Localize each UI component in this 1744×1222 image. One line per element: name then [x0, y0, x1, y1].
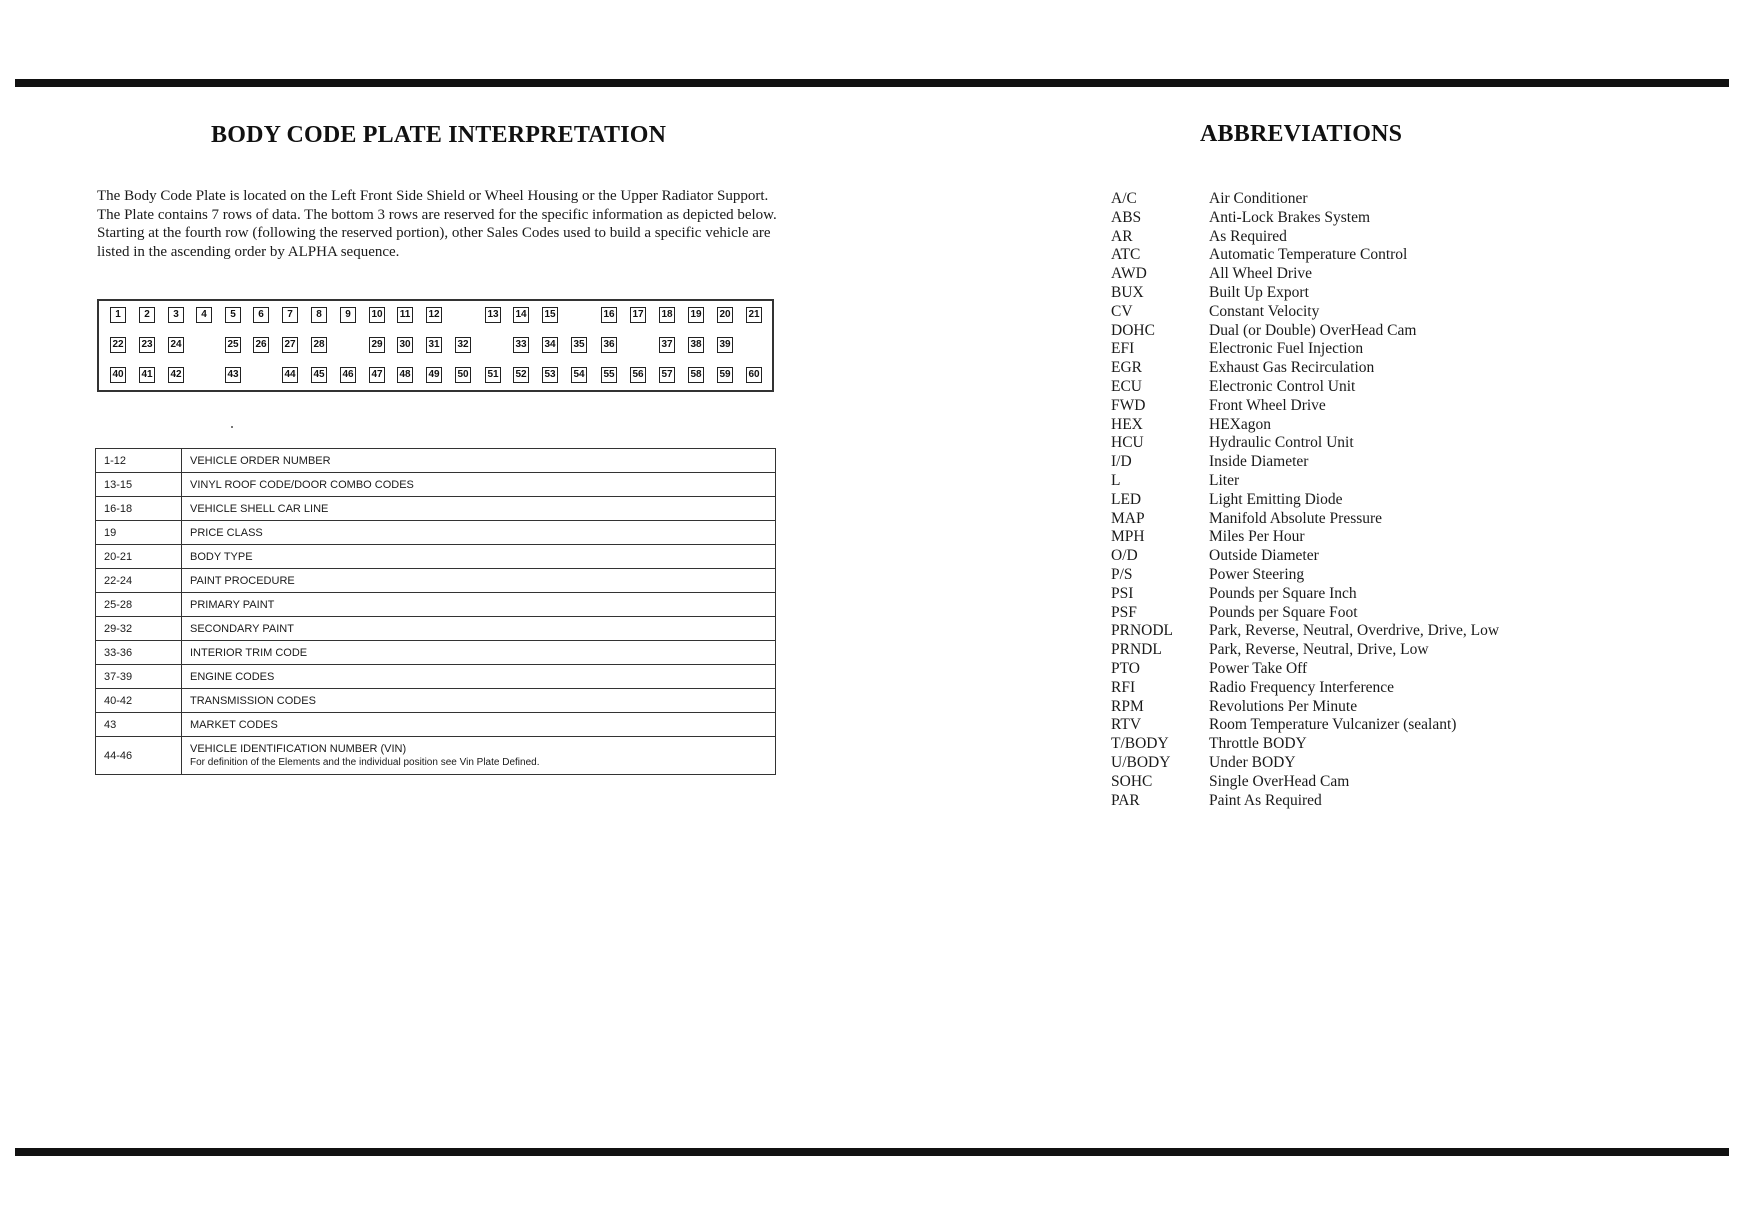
abbreviation-definition: Manifold Absolute Pressure: [1209, 509, 1383, 527]
code-label: VEHICLE SHELL CAR LINE: [190, 502, 329, 515]
abbreviation-item: [1111, 265, 1499, 284]
abbreviation-code: PRNDL: [1111, 641, 1162, 659]
abbreviation-code: EFI: [1111, 340, 1135, 358]
abbreviation-code: BUX: [1111, 283, 1144, 301]
abbreviation-item: [1111, 716, 1499, 735]
abbreviation-definition: Room Temperature Vulcanizer (sealant): [1209, 716, 1457, 734]
stray-mark: [231, 426, 233, 428]
code-range: 29-32: [96, 617, 182, 641]
abbreviation-code: MPH: [1111, 528, 1145, 546]
abbreviation-item: [1111, 416, 1499, 435]
plate-position-box: 4: [196, 307, 212, 323]
code-range: 13-15: [96, 473, 182, 497]
code-label: PRICE CLASS: [190, 526, 263, 539]
plate-position-box: 17: [630, 307, 646, 323]
plate-position-box: 19: [688, 307, 704, 323]
abbreviation-definition: Dual (or Double) OverHead Cam: [1209, 321, 1417, 339]
plate-position-box: 58: [688, 367, 704, 383]
abbreviation-item: [1111, 209, 1499, 228]
abbreviation-code: PAR: [1111, 791, 1140, 809]
abbreviation-definition: Park, Reverse, Neutral, Drive, Low: [1209, 641, 1429, 659]
plate-position-box: 1: [110, 307, 126, 323]
code-table-row: [96, 473, 776, 497]
abbreviation-code: P/S: [1111, 565, 1133, 583]
abbreviation-code: ATC: [1111, 246, 1141, 264]
plate-position-box: 14: [513, 307, 529, 323]
abbreviation-code: AR: [1111, 227, 1133, 245]
abbreviation-code: T/BODY: [1111, 735, 1169, 753]
abbreviation-definition: Liter: [1209, 471, 1240, 489]
code-label: PRIMARY PAINT: [190, 598, 275, 611]
abbreviation-definition: Light Emitting Diode: [1209, 490, 1343, 508]
code-label: BODY TYPE: [190, 550, 253, 563]
plate-position-box: 48: [397, 367, 413, 383]
abbreviation-item: [1111, 322, 1499, 341]
abbreviation-item: [1111, 491, 1499, 510]
abbreviation-definition: Front Wheel Drive: [1209, 396, 1326, 414]
code-label: PAINT PROCEDURE: [190, 574, 295, 587]
abbreviation-definition: Throttle BODY: [1209, 735, 1307, 753]
code-description: [182, 713, 776, 737]
abbreviation-item: [1111, 792, 1499, 811]
plate-position-box: 26: [253, 337, 269, 353]
code-table-row: [96, 641, 776, 665]
abbreviation-definition: Constant Velocity: [1209, 302, 1320, 320]
code-label: SECONDARY PAINT: [190, 622, 294, 635]
code-description: [182, 497, 776, 521]
plate-position-box: 6: [253, 307, 269, 323]
code-table-row: [96, 569, 776, 593]
plate-position-box: 35: [571, 337, 587, 353]
code-range: 20-21: [96, 545, 182, 569]
plate-position-box: 55: [601, 367, 617, 383]
abbreviation-item: [1111, 228, 1499, 247]
abbreviation-definition: Exhaust Gas Recirculation: [1209, 359, 1375, 377]
plate-position-box: 45: [311, 367, 327, 383]
code-description: [182, 545, 776, 569]
abbreviation-item: [1111, 641, 1499, 660]
plate-position-box: 25: [225, 337, 241, 353]
abbreviation-item: [1111, 434, 1499, 453]
plate-position-box: 38: [688, 337, 704, 353]
code-label: VEHICLE ORDER NUMBER: [190, 454, 331, 467]
abbreviation-definition: Power Take Off: [1209, 659, 1308, 677]
plate-position-box: 51: [485, 367, 501, 383]
abbreviation-code: RTV: [1111, 716, 1142, 734]
abbreviation-definition: Park, Reverse, Neutral, Overdrive, Drive, Low: [1209, 622, 1500, 640]
abbreviation-item: [1111, 284, 1499, 303]
code-table-row: [96, 521, 776, 545]
abbreviation-item: [1111, 246, 1499, 265]
abbreviation-code: ECU: [1111, 377, 1142, 395]
code-range: 25-28: [96, 593, 182, 617]
plate-position-box: 5: [225, 307, 241, 323]
abbreviation-definition: Automatic Temperature Control: [1209, 246, 1408, 264]
plate-position-box: 10: [369, 307, 385, 323]
code-label: VINYL ROOF CODE/DOOR COMBO CODES: [190, 478, 414, 491]
abbreviation-code: EGR: [1111, 359, 1142, 377]
plate-position-box: 29: [369, 337, 385, 353]
abbreviation-definition: Air Conditioner: [1209, 190, 1308, 207]
code-table-row: [96, 449, 776, 473]
code-table-row: [96, 497, 776, 521]
plate-position-box: 20: [717, 307, 733, 323]
top-rule: [15, 79, 1729, 87]
code-range: 44-46: [96, 737, 182, 775]
abbreviation-code: ABS: [1111, 208, 1142, 226]
code-table-row: [96, 737, 776, 775]
abbreviation-definition: All Wheel Drive: [1209, 265, 1313, 283]
code-label: MARKET CODES: [190, 718, 278, 731]
abbreviation-code: RFI: [1111, 678, 1136, 696]
code-position-table: [95, 448, 776, 775]
abbreviation-code: I/D: [1111, 453, 1132, 471]
plate-position-box: 37: [659, 337, 675, 353]
plate-position-box: 33: [513, 337, 529, 353]
plate-position-box: 24: [168, 337, 184, 353]
abbreviation-code: PSF: [1111, 603, 1137, 621]
plate-position-box: 54: [571, 367, 587, 383]
abbreviation-definition: Single OverHead Cam: [1209, 772, 1350, 790]
code-description: [182, 689, 776, 713]
plate-position-box: 27: [282, 337, 298, 353]
abbreviation-code: FWD: [1111, 396, 1146, 414]
plate-position-box: 56: [630, 367, 646, 383]
plate-position-box: 31: [426, 337, 442, 353]
code-range: 43: [96, 713, 182, 737]
abbreviation-item: [1111, 679, 1499, 698]
intro-paragraph: The Body Code Plate is located on the Left Front Side Shield or Wheel Housing or the Upper Radiator Support. The Plate contains 7 rows of data. The bottom 3 rows are reserved for the specific information as depicted below. Starting at the fourth row (following the reserved portion), other Sales Codes used to build a specific vehicle are listed in the ascending order by ALPHA sequence.: [97, 188, 777, 260]
abbreviation-definition: Pounds per Square Inch: [1209, 584, 1357, 602]
abbreviation-definition: Under BODY: [1209, 753, 1296, 771]
plate-position-box: 49: [426, 367, 442, 383]
abbreviation-item: [1111, 190, 1499, 209]
abbreviation-definition: As Required: [1209, 227, 1287, 245]
abbreviation-definition: Anti-Lock Brakes System: [1209, 208, 1371, 226]
abbreviation-code: PSI: [1111, 584, 1134, 602]
abbreviation-item: [1111, 735, 1499, 754]
code-range: 40-42: [96, 689, 182, 713]
abbreviation-definition: Miles Per Hour: [1209, 528, 1305, 546]
code-range: 19: [96, 521, 182, 545]
abbreviation-definition: Radio Frequency Interference: [1209, 678, 1395, 696]
code-table-row: [96, 713, 776, 737]
code-description: [182, 617, 776, 641]
abbreviation-item: [1111, 528, 1499, 547]
plate-position-box: 41: [139, 367, 155, 383]
abbreviation-code: HEX: [1111, 415, 1143, 433]
plate-position-box: 47: [369, 367, 385, 383]
abbreviation-code: PRNODL: [1111, 622, 1174, 640]
abbreviation-code: A/C: [1111, 190, 1137, 207]
plate-position-box: 7: [282, 307, 298, 323]
code-note: For definition of the Elements and the individual position see Vin Plate Defined.: [190, 757, 540, 768]
code-description: [182, 473, 776, 497]
code-range: 22-24: [96, 569, 182, 593]
bottom-rule: [15, 1148, 1729, 1156]
abbreviation-item: [1111, 340, 1499, 359]
code-description: [182, 569, 776, 593]
plate-position-box: 21: [746, 307, 762, 323]
plate-position-box: 42: [168, 367, 184, 383]
code-label: INTERIOR TRIM CODE: [190, 646, 308, 659]
abbreviation-code: RPM: [1111, 697, 1144, 715]
plate-position-box: 23: [139, 337, 155, 353]
plate-position-box: 57: [659, 367, 675, 383]
plate-position-box: 36: [601, 337, 617, 353]
body-code-plate-diagram: [97, 299, 774, 392]
abbreviations-list: [1111, 190, 1499, 810]
plate-position-box: 12: [426, 307, 442, 323]
plate-position-box: 60: [746, 367, 762, 383]
plate-position-box: 44: [282, 367, 298, 383]
code-description: [182, 665, 776, 689]
abbreviation-definition: HEXagon: [1209, 415, 1271, 433]
abbreviation-item: [1111, 547, 1499, 566]
abbreviation-item: [1111, 622, 1499, 641]
abbreviations-title: ABBREVIATIONS: [1200, 121, 1403, 147]
abbreviation-item: [1111, 472, 1499, 491]
abbreviation-item: [1111, 510, 1499, 529]
code-table-row: [96, 689, 776, 713]
abbreviation-code: HCU: [1111, 434, 1144, 452]
code-label: ENGINE CODES: [190, 670, 275, 683]
plate-position-box: 53: [542, 367, 558, 383]
abbreviation-code: DOHC: [1111, 321, 1155, 339]
abbreviation-definition: Pounds per Square Foot: [1209, 603, 1358, 621]
plate-position-box: 2: [139, 307, 155, 323]
code-description: [182, 593, 776, 617]
abbreviation-definition: Outside Diameter: [1209, 547, 1319, 565]
abbreviation-item: [1111, 585, 1499, 604]
plate-position-box: 11: [397, 307, 413, 323]
plate-position-box: 52: [513, 367, 529, 383]
code-table-row: [96, 545, 776, 569]
code-description: [182, 521, 776, 545]
abbreviation-item: [1111, 397, 1499, 416]
abbreviation-code: PTO: [1111, 659, 1141, 677]
abbreviation-item: [1111, 754, 1499, 773]
abbreviation-code: U/BODY: [1111, 753, 1171, 771]
abbreviation-code: AWD: [1111, 265, 1147, 283]
plate-position-box: 50: [455, 367, 471, 383]
abbreviation-definition: Paint As Required: [1209, 791, 1322, 809]
plate-position-box: 59: [717, 367, 733, 383]
abbreviation-definition: Power Steering: [1209, 565, 1305, 583]
plate-position-box: 39: [717, 337, 733, 353]
plate-position-box: 18: [659, 307, 675, 323]
plate-position-box: 40: [110, 367, 126, 383]
code-description: [182, 641, 776, 665]
code-range: 1-12: [96, 449, 182, 473]
abbreviation-definition: Built Up Export: [1209, 283, 1309, 301]
plate-position-box: 28: [311, 337, 327, 353]
plate-position-box: 34: [542, 337, 558, 353]
code-range: 37-39: [96, 665, 182, 689]
code-label: VEHICLE IDENTIFICATION NUMBER (VIN): [190, 743, 407, 755]
code-description: [182, 449, 776, 473]
abbreviation-code: L: [1111, 471, 1121, 489]
abbreviation-definition: Inside Diameter: [1209, 453, 1309, 471]
abbreviation-item: [1111, 453, 1499, 472]
abbreviation-item: [1111, 604, 1499, 623]
abbreviation-item: [1111, 359, 1499, 378]
code-table-row: [96, 593, 776, 617]
abbreviation-code: MAP: [1111, 509, 1145, 527]
plate-position-box: 8: [311, 307, 327, 323]
plate-position-box: 15: [542, 307, 558, 323]
abbreviation-code: O/D: [1111, 547, 1138, 565]
abbreviation-code: LED: [1111, 490, 1142, 508]
abbreviation-code: CV: [1111, 302, 1133, 320]
code-table-row: [96, 665, 776, 689]
code-range: 33-36: [96, 641, 182, 665]
plate-position-box: 13: [485, 307, 501, 323]
plate-position-box: 3: [168, 307, 184, 323]
plate-position-box: 16: [601, 307, 617, 323]
body-code-plate-title: BODY CODE PLATE INTERPRETATION: [211, 122, 667, 148]
code-range: 16-18: [96, 497, 182, 521]
abbreviation-item: [1111, 660, 1499, 679]
abbreviation-item: [1111, 698, 1499, 717]
abbreviation-item: [1111, 378, 1499, 397]
plate-position-box: 22: [110, 337, 126, 353]
abbreviation-definition: Electronic Control Unit: [1209, 377, 1356, 395]
abbreviation-definition: Electronic Fuel Injection: [1209, 340, 1364, 358]
code-label: TRANSMISSION CODES: [190, 694, 316, 707]
code-description: [182, 737, 776, 775]
code-table-row: [96, 617, 776, 641]
abbreviation-definition: Hydraulic Control Unit: [1209, 434, 1354, 452]
plate-position-box: 43: [225, 367, 241, 383]
plate-position-box: 9: [340, 307, 356, 323]
plate-position-box: 32: [455, 337, 471, 353]
plate-position-box: 30: [397, 337, 413, 353]
abbreviation-code: SOHC: [1111, 772, 1153, 790]
abbreviation-item: [1111, 303, 1499, 322]
abbreviation-item: [1111, 773, 1499, 792]
abbreviation-item: [1111, 566, 1499, 585]
plate-position-box: 46: [340, 367, 356, 383]
abbreviation-definition: Revolutions Per Minute: [1209, 697, 1358, 715]
